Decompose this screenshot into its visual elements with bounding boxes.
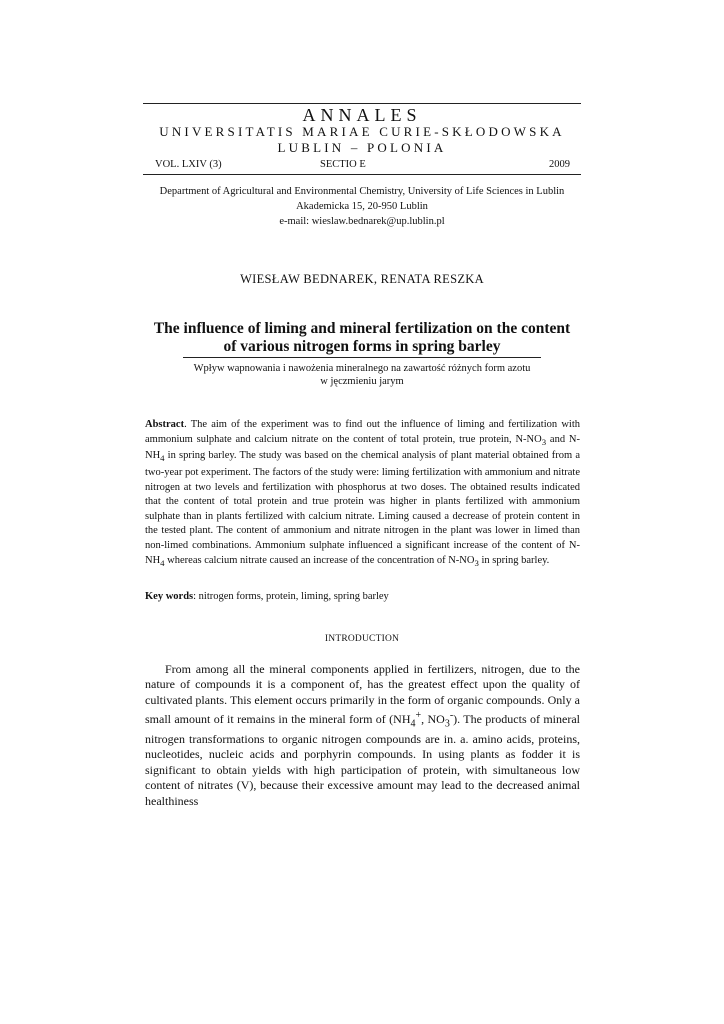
abstract-text-2: and N-NH	[145, 433, 580, 462]
keywords-label: Key words	[145, 591, 194, 602]
introduction-paragraph	[145, 662, 580, 809]
publication-year: 2009	[549, 159, 570, 170]
keywords-text: : nitrogen forms, protein, liming, spring barley	[193, 591, 389, 602]
abstract-sub-1: 3	[541, 436, 547, 447]
abstract-label: Abstract	[145, 419, 185, 430]
affiliation-email: e-mail: wieslaw.bednarek@up.lublin.pl	[279, 216, 445, 227]
paper-title	[0, 320, 724, 356]
affiliation-address: Akademicka 15, 20-950 Lublin	[296, 201, 428, 212]
header-rule-bottom	[143, 174, 581, 175]
journal-city: LUBLIN – POLONIA	[277, 140, 447, 155]
abstract-text-1: . The aim of the experiment was to find out the influence of liming and fertilization with ammonium sulphate and calcium nitrate on the content of total protein, true protein, N-NO	[145, 419, 580, 445]
abstract	[145, 418, 580, 570]
title-rule	[183, 357, 541, 358]
section-label: SECTIO E	[320, 159, 366, 170]
journal-title: ANNALES	[302, 105, 422, 125]
polish-title-line-1: Wpływ wapnowania i nawożenia mineralnego na zawartość różnych form azotu	[193, 363, 531, 374]
intro-sup-no: -	[449, 710, 454, 722]
intro-text-2: ). The products of mineral nitrogen transformations to organic nitrogen compounds are in. a. amino acids, proteins, nucleotides, nucleic acids and porphyrin compounds. In using plants as fodder it is significant to obtain yields with high participation of protein, with simultaneous low content of nitrates (V), because their excessive amount may lead to the decreased animal healthiness	[145, 712, 580, 808]
header-rule-top	[143, 103, 581, 104]
affiliation-department: Department of Agricultural and Environmental Chemistry, University of Life Sciences in Lublin	[159, 186, 565, 197]
polish-title	[0, 362, 724, 388]
intro-sub-nh: 4	[410, 718, 416, 730]
polish-title-line-2: w jęczmieniu jarym	[320, 376, 404, 387]
affiliation	[0, 184, 724, 229]
authors: WIESŁAW BEDNAREK, RENATA RESZKA	[240, 272, 484, 286]
introduction-heading: INTRODUCTION	[324, 634, 400, 644]
abstract-text-3: in spring barley. The study was based on the chemical analysis of plant material obtained from a two-year pot experiment. The factors of the study were: liming fertilization with ammonium and nitrate nitrogen at two levels and fertilization with phosphorus at two doses. The obtained results indicated that the content of total protein and true protein was higher in plants fertilized with ammonium sulphate than in plants fertilized with calcium nitrate. Liming caused a decrease of protein content in the tested plant. The content of ammonium and nitrate nitrogen in the plant was lower in limed than non-limed combinations. Ammonium sulphate influenced a significant increase of the content of N-NH	[145, 450, 580, 566]
intro-sup-nh: +	[415, 710, 422, 722]
intro-sub-no: 3	[444, 718, 450, 730]
journal-university: UNIVERSITATIS MARIAE CURIE-SKŁODOWSKA	[159, 124, 565, 139]
paper-title-line-2: of various nitrogen forms in spring barley	[223, 338, 501, 355]
abstract-sub-2: 4	[160, 453, 165, 464]
intro-text-mid: , NO	[421, 712, 445, 727]
abstract-sub-4: 3	[474, 557, 479, 568]
paper-title-line-1: The influence of liming and mineral fertilization on the content	[153, 320, 571, 337]
abstract-text-5: in spring barley.	[478, 554, 550, 566]
abstract-sub-3: 4	[160, 557, 165, 568]
intro-text-1: From among all the mineral components applied in fertilizers, nitrogen, due to the nature of compounds it is a component of, has the greatest effect upon the quality of cultivated plants. This element occurs primarily in the form of organic compounds. Only a small amount of it remains in the mineral form of (NH	[145, 662, 580, 727]
volume-number: VOL. LXIV (3)	[155, 159, 222, 170]
abstract-text-4: whereas calcium nitrate caused an increase of the concentration of N-NO	[164, 554, 475, 566]
keywords	[145, 590, 580, 605]
